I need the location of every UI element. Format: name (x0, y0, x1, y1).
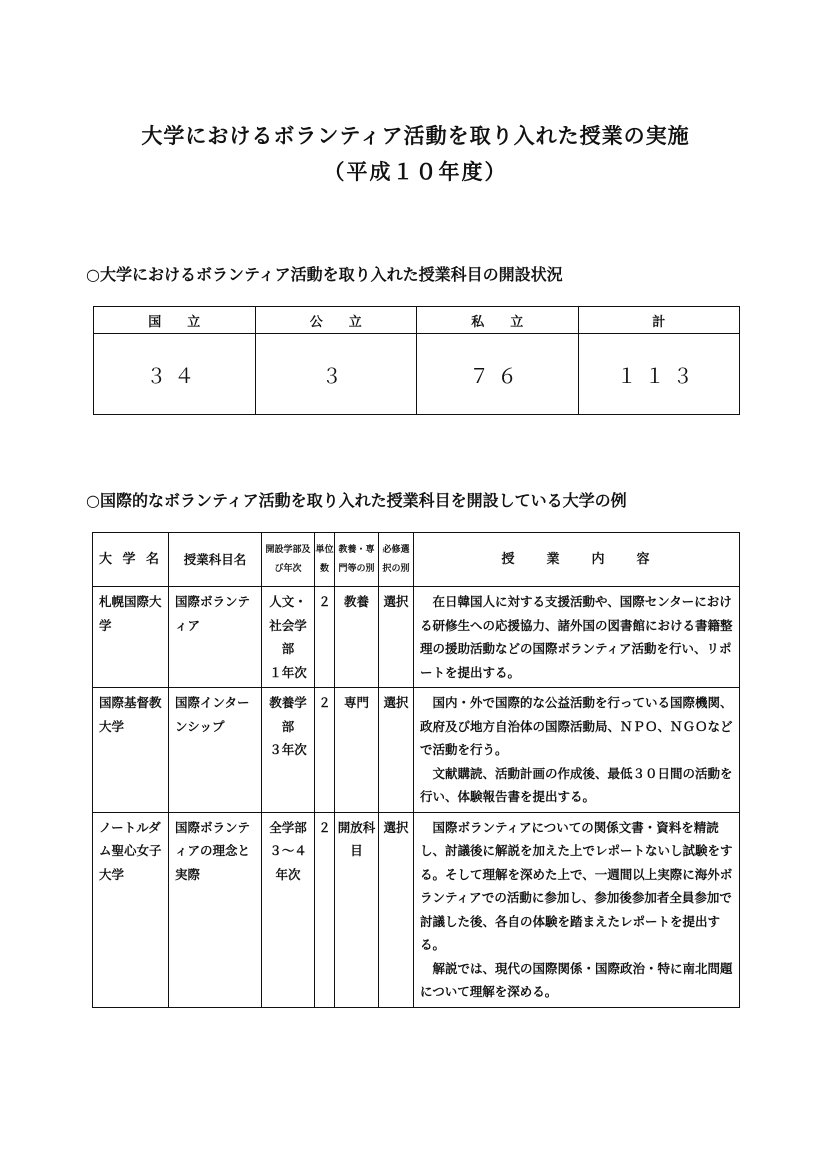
cell-credits: ２ (315, 688, 335, 813)
table-row (93, 688, 740, 813)
count-public: ３ (255, 334, 417, 415)
header-elective: 必修選択の別 (379, 533, 414, 587)
count-private: ７６ (417, 334, 579, 415)
cell-course: 国際ボランティアの理念と実際 (169, 812, 262, 1007)
cell-university: 札幌国際大学 (93, 587, 169, 688)
content-paragraph: 文献購読、活動計画の作成後、最低３０日間の活動を行い、体験報告書を提出する。 (420, 765, 733, 804)
table-row (93, 812, 740, 1007)
cell-credits: ２ (315, 587, 335, 688)
header-faculty: 開設学部及び年次 (262, 533, 315, 587)
section-heading-status: ○大学におけるボランティア活動を取り入れた授業科目の開設状況 (86, 265, 563, 284)
cell-content (414, 688, 740, 813)
header-category: 教養・専門等の別 (335, 533, 379, 587)
cell-elective: 選択 (379, 688, 414, 813)
cell-content (414, 812, 740, 1007)
content-paragraph: 国内・外で国際的な公益活動を行っている国際機関、政府及び地方自治体の国際活動局、ＮＰＯ、ＮＧＯなどで活動を行う。 (420, 695, 733, 757)
header-national: 国 立 (94, 307, 256, 334)
table-row (93, 587, 740, 688)
header-course: 授業科目名 (169, 533, 262, 587)
cell-elective: 選択 (379, 812, 414, 1007)
cell-faculty: 教養学部 ３年次 (262, 688, 315, 813)
section-heading-examples: ○国際的なボランティア活動を取り入れた授業科目を開設している大学の例 (86, 491, 627, 510)
cell-faculty: 人文・社会学部 １年次 (262, 587, 315, 688)
cell-university: ノートルダム聖心女子大学 (93, 812, 169, 1007)
university-examples-table (92, 532, 740, 1008)
header-total: 計 (578, 307, 740, 334)
cell-course: 国際インターンシップ (169, 688, 262, 813)
count-total: １１３ (578, 334, 740, 415)
cell-content (414, 587, 740, 688)
cell-university: 国際基督教大学 (93, 688, 169, 813)
page-subtitle: （平成１０年度） (323, 160, 508, 184)
cell-credits: ２ (315, 812, 335, 1007)
cell-category: 専門 (335, 688, 379, 813)
page-title: 大学におけるボランティア活動を取り入れた授業の実施 (141, 124, 690, 148)
content-paragraph: 解説では、現代の国際関係・国際政治・特に南北問題について理解を深める。 (420, 960, 733, 999)
header-public: 公 立 (255, 307, 417, 334)
cell-category: 教養 (335, 587, 379, 688)
header-university: 大 学 名 (93, 533, 169, 587)
cell-course: 国際ボランティア (169, 587, 262, 688)
content-paragraph: 国際ボランティアについての関係文書・資料を精読し、討議後に解説を加えた上でレポートないし試験をする。そして理解を深めた上で、一週間以上実際に海外ボランティアでの活動に参加し、参加後参加者全員参加で討議した後、各自の体験を踏まえたレポートを提出する。 (420, 819, 733, 952)
content-paragraph: 在日韓国人に対する支援活動や、国際センターにおける研修生への応援協力、諸外国の図書館における書籍整理の援助活動などの国際ボランティア活動を行い、リポートを提出する。 (420, 594, 733, 680)
cell-category: 開放科目 (335, 812, 379, 1007)
count-national: ３４ (94, 334, 256, 415)
header-credits: 単位数 (315, 533, 335, 587)
header-private: 私 立 (417, 307, 579, 334)
header-content: 授 業 内 容 (414, 533, 740, 587)
cell-elective: 選択 (379, 587, 414, 688)
course-count-table (93, 306, 740, 415)
cell-faculty: 全学部 ３～４年次 (262, 812, 315, 1007)
